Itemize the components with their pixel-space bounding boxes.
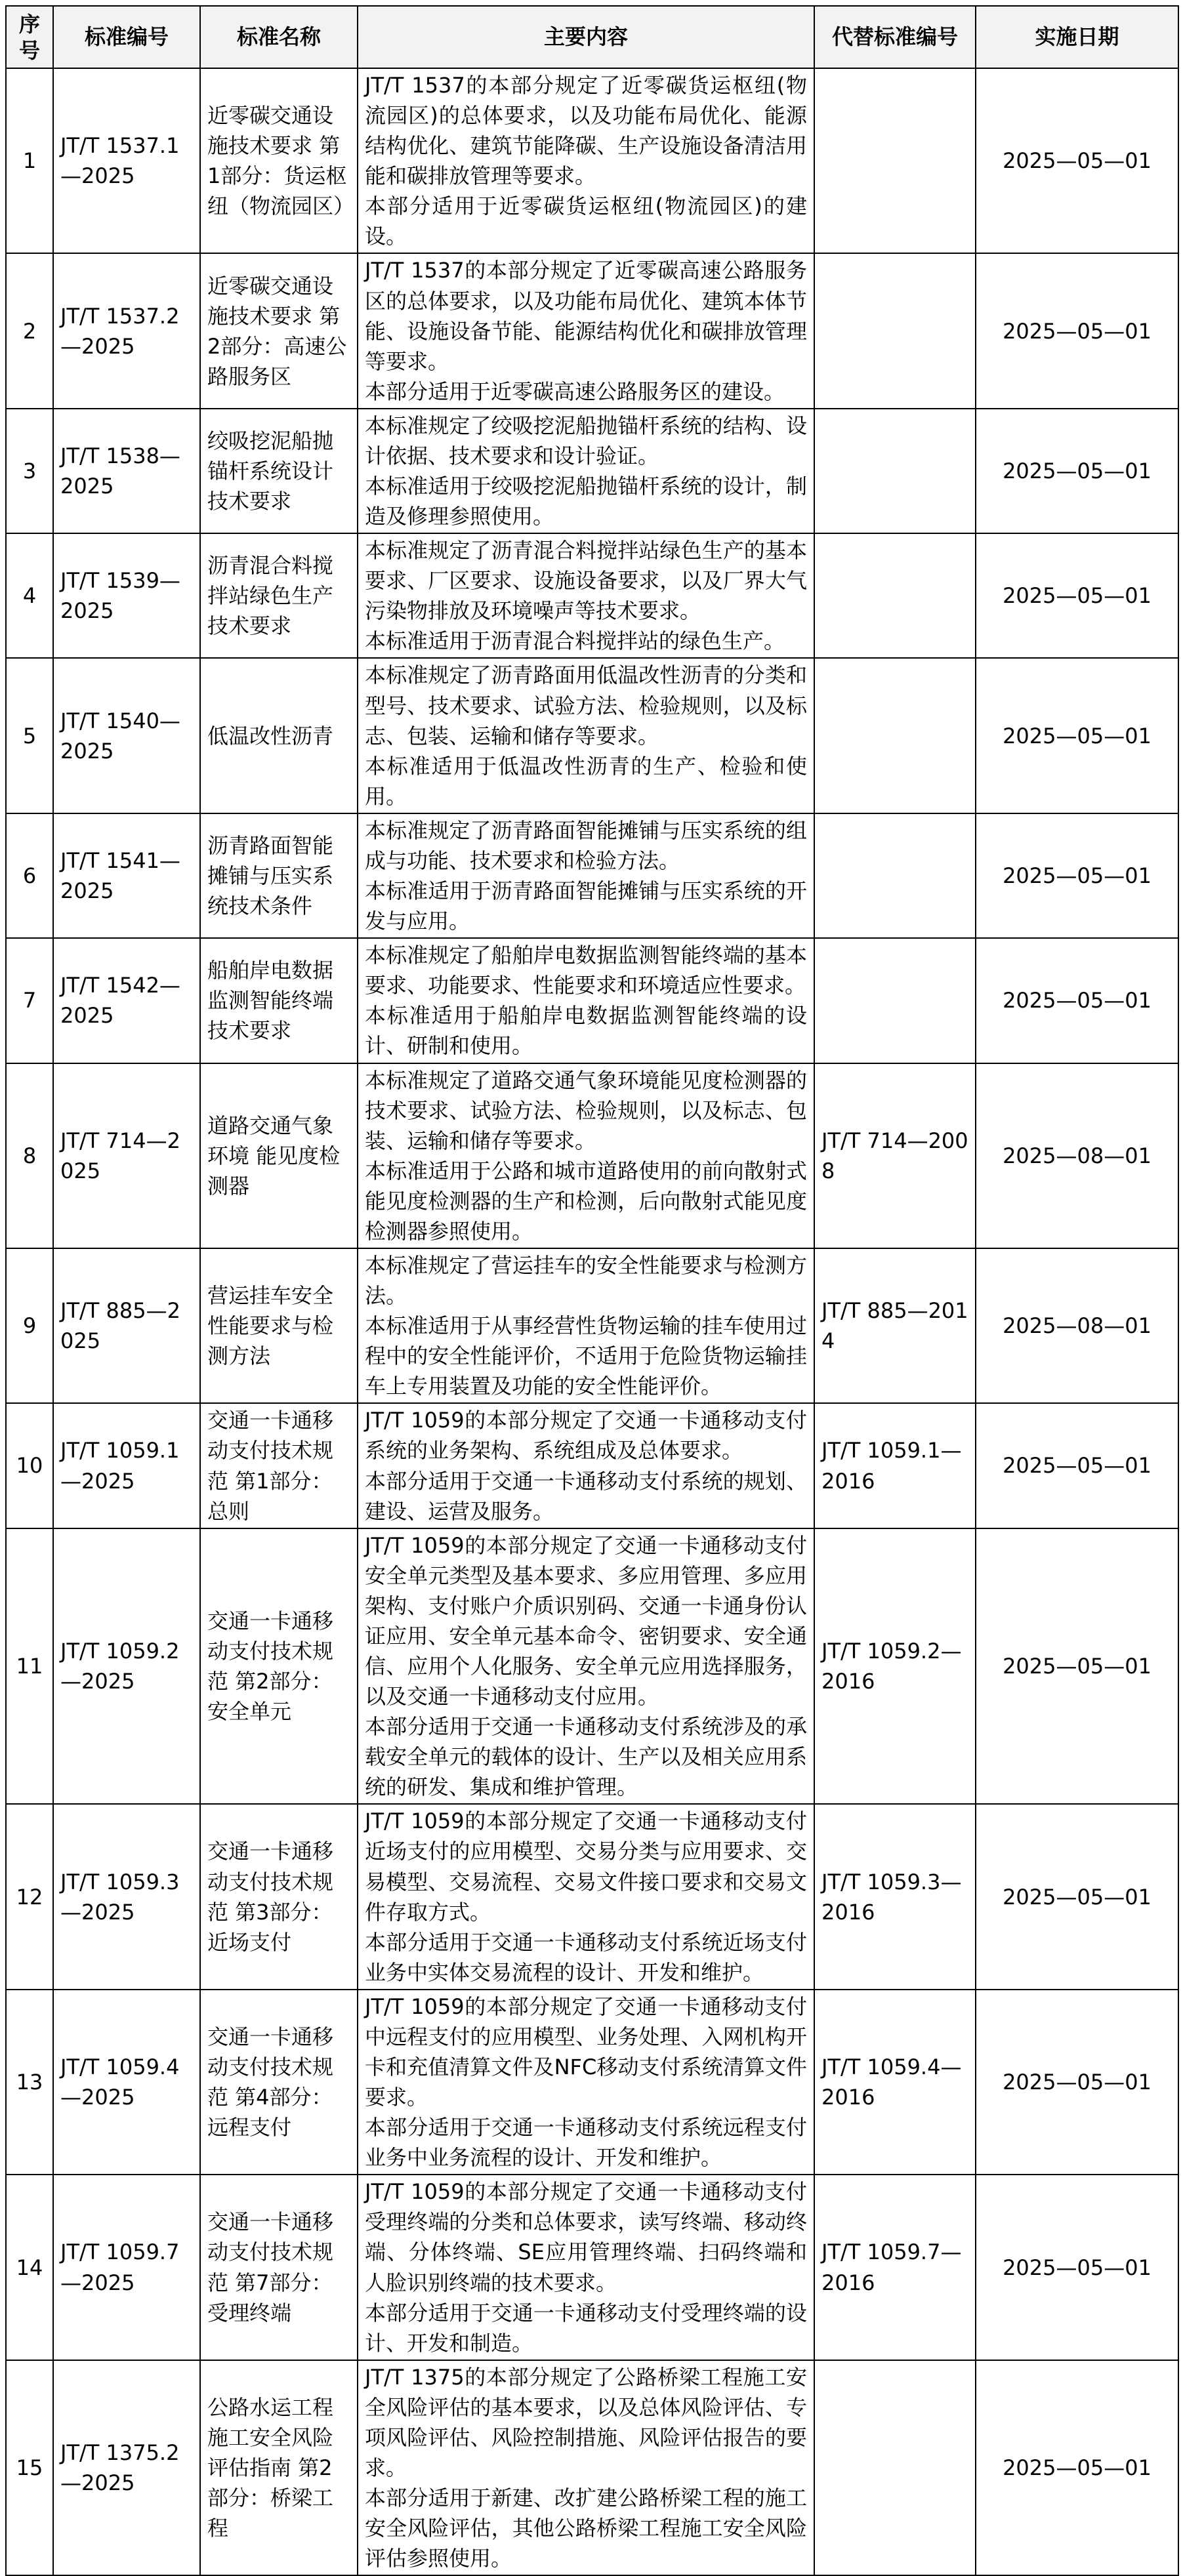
implementation-date: 2025—05—01: [976, 2175, 1178, 2360]
replaced-standard-code: [814, 533, 976, 658]
standard-code: JT/T 1537.1—2025: [53, 68, 200, 253]
replaced-standard-code: [814, 938, 976, 1063]
standard-name: 绞吸挖泥船抛锚杆系统设计技术要求: [200, 409, 358, 533]
implementation-date: 2025—05—01: [976, 813, 1178, 938]
content-paragraph: 本标准规定了营运挂车的安全性能要求与检测方法。: [365, 1252, 807, 1309]
row-index: 11: [6, 1528, 53, 1805]
content-paragraph: 本部分适用于交通一卡通移动支付系统的规划、建设、运营及服务。: [365, 1468, 807, 1524]
table-row: [6, 1804, 1178, 1989]
content-paragraph: 本部分适用于近零碳高速公路服务区的建设。: [365, 378, 785, 404]
col-header-content: 主要内容: [358, 6, 814, 68]
content-paragraph: JT/T 1537的本部分规定了近零碳高速公路服务区的总体要求，以及功能布局优化、建筑本体节能、设施设备节能、能源结构优化和碳排放管理等要求。: [365, 258, 807, 374]
implementation-date: 2025—05—01: [976, 1990, 1178, 2175]
standard-name: 沥青路面智能摊铺与压实系统技术条件: [200, 813, 358, 938]
replaced-standard-code: JT/T 714—2008: [814, 1063, 976, 1248]
content-paragraph: 本标准适用于船舶岸电数据监测智能终端的设计、研制和使用。: [365, 1003, 807, 1059]
main-content: [358, 1248, 814, 1403]
row-index: 8: [6, 1063, 53, 1248]
main-content: [358, 1990, 814, 2175]
replaced-standard-code: [814, 2360, 976, 2576]
standard-code: JT/T 1538—2025: [53, 409, 200, 533]
row-index: 10: [6, 1403, 53, 1528]
implementation-date: 2025—05—01: [976, 533, 1178, 658]
content-paragraph: JT/T 1059的本部分规定了交通一卡通移动支付安全单元类型及基本要求、多应用管理、多应用架构、支付账户介质识别码、交通一卡通身份认证应用、安全单元基本命令、密钥要求、安全通信、应用个人化服务、安全单元应用选择服务，以及交通一卡通移动支付应用。: [365, 1532, 807, 1709]
table-row: [6, 1063, 1178, 1248]
standard-name: 船舶岸电数据监测智能终端技术要求: [200, 938, 358, 1063]
content-paragraph: 本标准规定了绞吸挖泥船抛锚杆系统的结构、设计依据、技术要求和设计验证。: [365, 413, 807, 468]
row-index: 2: [6, 253, 53, 408]
content-paragraph: 本部分适用于近零碳货运枢纽(物流园区)的建设。: [365, 194, 807, 249]
col-header-index: [6, 6, 53, 68]
replaced-standard-code: [814, 68, 976, 253]
standard-name: 交通一卡通移动支付技术规范 第1部分：总则: [200, 1403, 358, 1528]
content-paragraph: 本标准适用于沥青路面智能摊铺与压实系统的开发与应用。: [365, 878, 807, 934]
content-paragraph: JT/T 1059的本部分规定了交通一卡通移动支付中远程支付的应用模型、业务处理、入网机构开卡和充值清算文件及NFC移动支付系统清算文件要求。: [365, 1993, 807, 2110]
replaced-standard-code: JT/T 1059.4—2016: [814, 1990, 976, 2175]
content-paragraph: 本标准适用于低温改性沥青的生产、检验和使用。: [365, 753, 807, 809]
content-paragraph: 本标准规定了沥青路面用低温改性沥青的分类和型号、技术要求、试验方法、检验规则，以及标志、包装、运输和储存等要求。: [365, 663, 807, 748]
table-row: [6, 409, 1178, 533]
table-row: [6, 253, 1178, 408]
table-row: [6, 68, 1178, 253]
col-header-index-text: 序 号: [18, 11, 40, 63]
table-row: [6, 813, 1178, 938]
row-index: 15: [6, 2360, 53, 2576]
standard-code: JT/T 1059.4—2025: [53, 1990, 200, 2175]
standard-name: 交通一卡通移动支付技术规范 第3部分：近场支付: [200, 1804, 358, 1989]
row-index: 3: [6, 409, 53, 533]
standard-name: 道路交通气象环境 能见度检测器: [200, 1063, 358, 1248]
table-row: [6, 533, 1178, 658]
content-paragraph: JT/T 1537的本部分规定了近零碳货运枢纽(物流园区)的总体要求，以及功能布局优化、能源结构优化、建筑节能降碳、生产设施设备清洁用能和碳排放管理等要求。: [365, 73, 807, 189]
col-header-code: 标准编号: [53, 6, 200, 68]
main-content: [358, 938, 814, 1063]
standard-code: JT/T 1059.1—2025: [53, 1403, 200, 1528]
content-paragraph: 本标准规定了船舶岸电数据监测智能终端的基本要求、功能要求、性能要求和环境适应性要求。: [365, 943, 807, 998]
implementation-date: 2025—08—01: [976, 1063, 1178, 1248]
main-content: [358, 533, 814, 658]
standard-name: 营运挂车安全性能要求与检测方法: [200, 1248, 358, 1403]
implementation-date: 2025—05—01: [976, 68, 1178, 253]
content-paragraph: 本标准适用于绞吸挖泥船抛锚杆系统的设计，制造及修理参照使用。: [365, 474, 807, 529]
content-paragraph: JT/T 1059的本部分规定了交通一卡通移动支付受理终端的分类和总体要求，读写终端、移动终端、分体终端、SE应用管理终端、扫码终端和人脸识别终端的技术要求。: [365, 2179, 807, 2295]
main-content: [358, 1804, 814, 1989]
content-paragraph: 本标准规定了沥青混合料搅拌站绿色生产的基本要求、厂区要求、设施设备要求，以及厂界大气污染物排放及环境噪声等技术要求。: [365, 538, 807, 624]
implementation-date: 2025—05—01: [976, 2360, 1178, 2576]
implementation-date: 2025—05—01: [976, 409, 1178, 533]
content-paragraph: 本部分适用于交通一卡通移动支付系统近场支付业务中实体交易流程的设计、开发和维护。: [365, 1929, 807, 1985]
replaced-standard-code: [814, 409, 976, 533]
main-content: [358, 409, 814, 533]
table-row: [6, 2360, 1178, 2576]
main-content: [358, 813, 814, 938]
standard-code: JT/T 1541—2025: [53, 813, 200, 938]
col-header-name: 标准名称: [200, 6, 358, 68]
row-index: 14: [6, 2175, 53, 2360]
table-row: [6, 658, 1178, 813]
content-paragraph: JT/T 1375的本部分规定了公路桥梁工程施工安全风险评估的基本要求，以及总体风险评估、专项风险评估、风险控制措施、风险评估报告的要求。: [365, 2364, 807, 2481]
row-index: 13: [6, 1990, 53, 2175]
main-content: [358, 1528, 814, 1805]
main-content: [358, 2175, 814, 2360]
standard-name: 沥青混合料搅拌站绿色生产技术要求: [200, 533, 358, 658]
standard-code: JT/T 1059.2—2025: [53, 1528, 200, 1805]
content-paragraph: 本标准规定了沥青路面智能摊铺与压实系统的组成与功能、技术要求和检验方法。: [365, 817, 807, 873]
replaced-standard-code: [814, 658, 976, 813]
table-row: [6, 1990, 1178, 2175]
content-paragraph: 本部分适用于交通一卡通移动支付系统远程支付业务中业务流程的设计、开发和维护。: [365, 2115, 807, 2171]
content-paragraph: 本标准适用于沥青混合料搅拌站的绿色生产。: [365, 628, 785, 654]
replaced-standard-code: JT/T 1059.3—2016: [814, 1804, 976, 1989]
main-content: [358, 2360, 814, 2576]
standard-code: JT/T 885—2025: [53, 1248, 200, 1403]
table-row: [6, 1248, 1178, 1403]
row-index: 5: [6, 658, 53, 813]
standard-name: 交通一卡通移动支付技术规范 第7部分：受理终端: [200, 2175, 358, 2360]
row-index: 9: [6, 1248, 53, 1403]
implementation-date: 2025—05—01: [976, 658, 1178, 813]
content-paragraph: 本标准规定了道路交通气象环境能见度检测器的技术要求、试验方法、检验规则，以及标志、包装、运输和储存等要求。: [365, 1067, 807, 1153]
content-paragraph: 本标准适用于公路和城市道路使用的前向散射式能见度检测器的生产和检测，后向散射式能见度检测器参照使用。: [365, 1158, 807, 1244]
main-content: [358, 658, 814, 813]
replaced-standard-code: [814, 253, 976, 408]
table-row: [6, 1528, 1178, 1805]
content-paragraph: 本部分适用于交通一卡通移动支付受理终端的设计、开发和制造。: [365, 2300, 807, 2356]
content-paragraph: JT/T 1059的本部分规定了交通一卡通移动支付近场支付的应用模型、交易分类与应用要求、交易模型、交易流程、交易文件接口要求和交易文件存取方式。: [365, 1809, 807, 1925]
implementation-date: 2025—05—01: [976, 1804, 1178, 1989]
table-row: [6, 1403, 1178, 1528]
row-index: 6: [6, 813, 53, 938]
standard-name: 交通一卡通移动支付技术规范 第4部分：远程支付: [200, 1990, 358, 2175]
standard-code: JT/T 1059.7—2025: [53, 2175, 200, 2360]
standard-code: JT/T 1059.3—2025: [53, 1804, 200, 1989]
content-paragraph: 本部分适用于新建、改扩建公路桥梁工程的施工安全风险评估，其他公路桥梁工程施工安全风险评估参照使用。: [365, 2485, 807, 2571]
table-body: [6, 68, 1178, 2575]
replaced-standard-code: JT/T 1059.7—2016: [814, 2175, 976, 2360]
standard-code: JT/T 1539—2025: [53, 533, 200, 658]
main-content: [358, 1403, 814, 1528]
col-header-replaced: 代替标准编号: [814, 6, 976, 68]
row-index: 7: [6, 938, 53, 1063]
table-row: [6, 938, 1178, 1063]
row-index: 12: [6, 1804, 53, 1989]
content-paragraph: 本部分适用于交通一卡通移动支付系统涉及的承载安全单元的载体的设计、生产以及相关应用系统的研发、集成和维护管理。: [365, 1714, 807, 1800]
table-row: [6, 2175, 1178, 2360]
main-content: [358, 68, 814, 253]
standard-name: 低温改性沥青: [200, 658, 358, 813]
replaced-standard-code: JT/T 1059.2—2016: [814, 1528, 976, 1805]
replaced-standard-code: JT/T 885—2014: [814, 1248, 976, 1403]
standard-code: JT/T 1540—2025: [53, 658, 200, 813]
replaced-standard-code: JT/T 1059.1—2016: [814, 1403, 976, 1528]
standard-code: JT/T 1375.2—2025: [53, 2360, 200, 2576]
replaced-standard-code: [814, 813, 976, 938]
row-index: 4: [6, 533, 53, 658]
standard-code: JT/T 1542—2025: [53, 938, 200, 1063]
implementation-date: 2025—05—01: [976, 1528, 1178, 1805]
implementation-date: 2025—05—01: [976, 253, 1178, 408]
standard-code: JT/T 714—2025: [53, 1063, 200, 1248]
content-paragraph: JT/T 1059的本部分规定了交通一卡通移动支付系统的业务架构、系统组成及总体要求。: [365, 1408, 807, 1463]
implementation-date: 2025—08—01: [976, 1248, 1178, 1403]
standard-name: 公路水运工程施工安全风险评估指南 第2部分：桥梁工程: [200, 2360, 358, 2576]
standard-name: 近零碳交通设施技术要求 第2部分：高速公路服务区: [200, 253, 358, 408]
content-paragraph: 本标准适用于从事经营性货物运输的挂车使用过程中的安全性能评价，不适用于危险货物运输挂车上专用装置及功能的安全性能评价。: [365, 1313, 807, 1399]
standards-table: [5, 5, 1179, 2576]
standard-name: 交通一卡通移动支付技术规范 第2部分：安全单元: [200, 1528, 358, 1805]
header-row: [6, 6, 1178, 68]
main-content: [358, 253, 814, 408]
main-content: [358, 1063, 814, 1248]
standard-code: JT/T 1537.2—2025: [53, 253, 200, 408]
implementation-date: 2025—05—01: [976, 938, 1178, 1063]
standard-name: 近零碳交通设施技术要求 第1部分：货运枢纽（物流园区）: [200, 68, 358, 253]
row-index: 1: [6, 68, 53, 253]
implementation-date: 2025—05—01: [976, 1403, 1178, 1528]
col-header-date: 实施日期: [976, 6, 1178, 68]
